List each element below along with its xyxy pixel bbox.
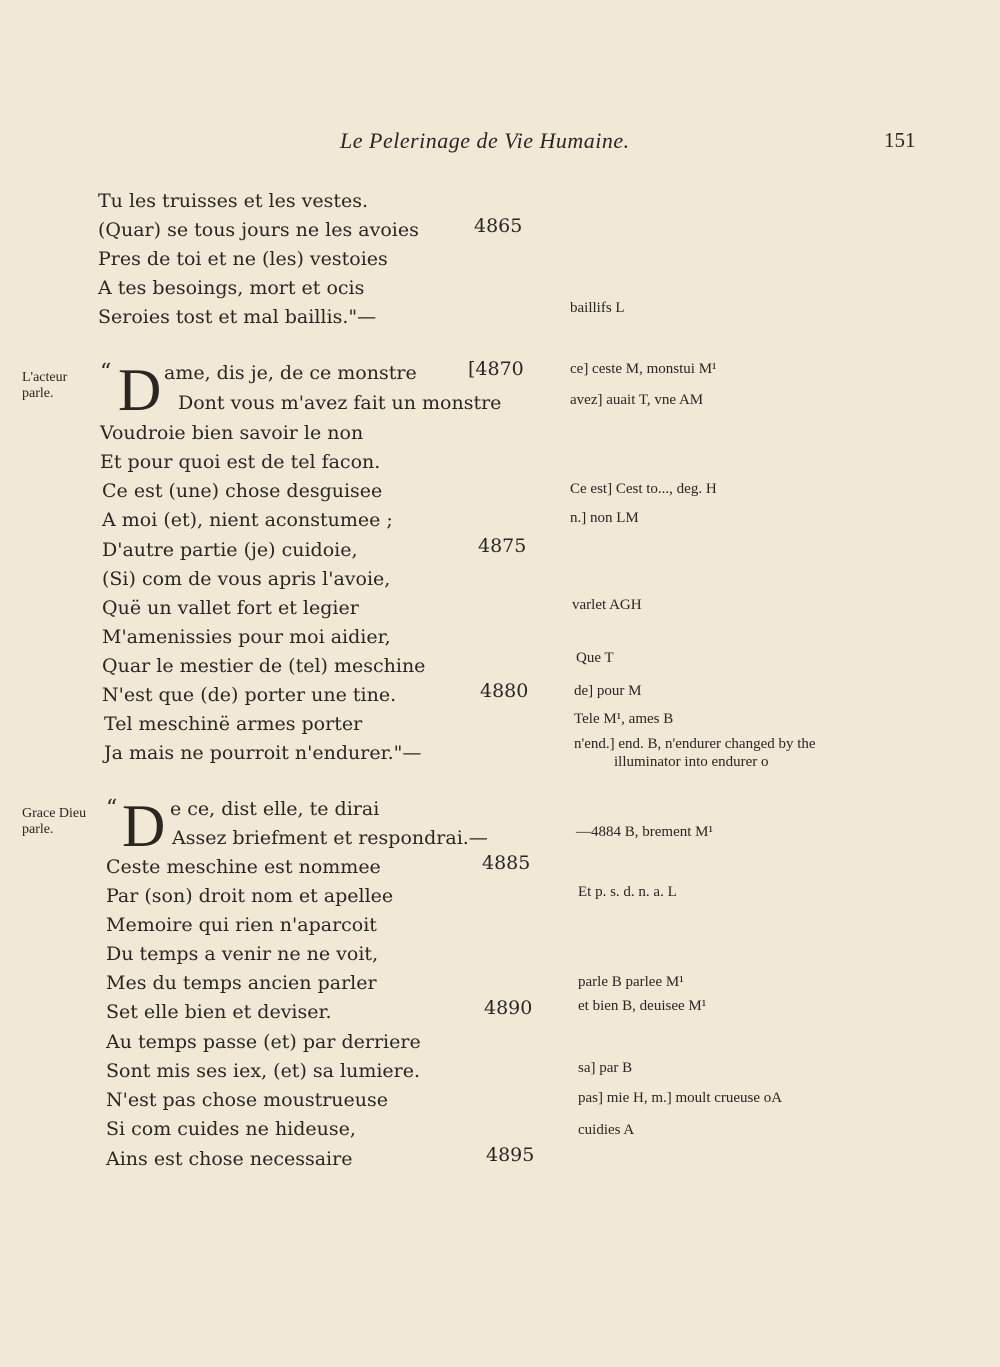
sidenote-acteur: L'acteur parle. bbox=[22, 370, 68, 401]
variant-note: Ce est] Cest to..., deg. H bbox=[570, 481, 717, 497]
variant-note: n'end.] end. B, n'endurer changed by the bbox=[574, 736, 816, 752]
verse-line: N'est pas chose moustrueuse bbox=[106, 1089, 389, 1111]
verse-line: Sont mis ses iex, (et) sa lumiere. bbox=[106, 1060, 421, 1082]
verse-line: D'autre partie (je) cuidoie, bbox=[102, 539, 358, 561]
variant-note: et bien B, deuisee M¹ bbox=[578, 998, 707, 1014]
verse-line: Assez briefment et respondrai.— bbox=[172, 827, 488, 849]
drop-cap: D bbox=[118, 357, 162, 423]
line-number: [4870 bbox=[468, 358, 524, 380]
verse-line: (Quar) se tous jours ne les avoies bbox=[98, 219, 419, 241]
verse-line: e ce, dist elle, te dirai bbox=[170, 798, 380, 820]
running-title: Le Pelerinage de Vie Humaine. bbox=[340, 128, 630, 153]
variant-note: ce] ceste M, monstui M¹ bbox=[570, 361, 717, 377]
verse-line: Ains est chose necessaire bbox=[106, 1148, 353, 1170]
verse-line: Du temps a venir ne ne voit, bbox=[106, 943, 379, 965]
verse-line: Au temps passe (et) par derriere bbox=[106, 1031, 421, 1053]
verse-line: A moi (et), nient aconstumee ; bbox=[102, 509, 393, 531]
verse-line: (Si) com de vous apris l'avoie, bbox=[102, 568, 391, 590]
verse-line: ame, dis je, de ce monstre bbox=[164, 362, 417, 384]
variant-note: sa] par B bbox=[578, 1060, 633, 1076]
verse-line: Set elle bien et deviser. bbox=[106, 1001, 332, 1023]
verse-line: Par (son) droit nom et apellee bbox=[106, 885, 394, 907]
verse-line: Dont vous m'avez fait un monstre bbox=[178, 392, 502, 414]
verse-line: Seroies tost et mal baillis."— bbox=[98, 306, 377, 328]
verse-line: N'est que (de) porter une tine. bbox=[102, 684, 397, 706]
verse-line: M'amenissies pour moi aidier, bbox=[102, 626, 391, 648]
verse-line: Quë un vallet fort et legier bbox=[102, 597, 359, 619]
line-number: 4875 bbox=[478, 535, 527, 557]
verse-line: Ja mais ne pourroit n'endurer."— bbox=[104, 742, 422, 764]
variant-note: parle B parlee M¹ bbox=[578, 974, 684, 990]
verse-line: Tu les truisses et les vestes. bbox=[98, 190, 369, 212]
verse-line: Et pour quoi est de tel facon. bbox=[100, 451, 381, 473]
variant-note: —4884 B, brement M¹ bbox=[576, 824, 713, 840]
sidenote-grace-dieu: Grace Dieu parle. bbox=[22, 806, 87, 837]
verse-line: Pres de toi et ne (les) vestoies bbox=[98, 248, 388, 270]
variant-note: n.] non LM bbox=[570, 510, 639, 526]
variant-note: varlet AGH bbox=[572, 597, 642, 613]
variant-note: pas] mie H, m.] moult crueuse oA bbox=[578, 1090, 783, 1106]
variant-note: baillifs L bbox=[570, 300, 625, 316]
line-number: 4890 bbox=[484, 997, 533, 1019]
verse-line: Tel meschinë armes porter bbox=[104, 713, 363, 735]
variant-note: cuidies A bbox=[578, 1122, 635, 1138]
variant-note: Tele M¹, ames B bbox=[574, 711, 674, 727]
variant-note: de] pour M bbox=[574, 683, 642, 699]
variant-note: Et p. s. d. n. a. L bbox=[578, 884, 677, 900]
line-number: 4865 bbox=[474, 215, 523, 237]
variant-note: avez] auait T, vne AM bbox=[570, 392, 704, 408]
opening-quote: “ bbox=[106, 796, 118, 821]
verse-line: Si com cuides ne hideuse, bbox=[106, 1118, 356, 1140]
page-number: 151 bbox=[884, 128, 916, 152]
verse-line: Memoire qui rien n'aparcoit bbox=[106, 914, 377, 936]
variant-note: Que T bbox=[576, 650, 614, 666]
line-number: 4880 bbox=[480, 680, 529, 702]
verse-line: A tes besoings, mort et ocis bbox=[98, 277, 365, 299]
line-number: 4885 bbox=[482, 852, 531, 874]
verse-line: Quar le mestier de (tel) meschine bbox=[102, 655, 426, 677]
verse-line: Ceste meschine est nommee bbox=[106, 856, 381, 878]
verse-line: Ce est (une) chose desguisee bbox=[102, 480, 383, 502]
verse-line: Mes du temps ancien parler bbox=[106, 972, 377, 994]
variant-note: illuminator into endurer o bbox=[614, 754, 769, 770]
drop-cap: D bbox=[122, 793, 166, 859]
opening-quote: “ bbox=[100, 360, 112, 385]
verse-line: Voudroie bien savoir le non bbox=[100, 422, 364, 444]
line-number: 4895 bbox=[486, 1144, 535, 1166]
